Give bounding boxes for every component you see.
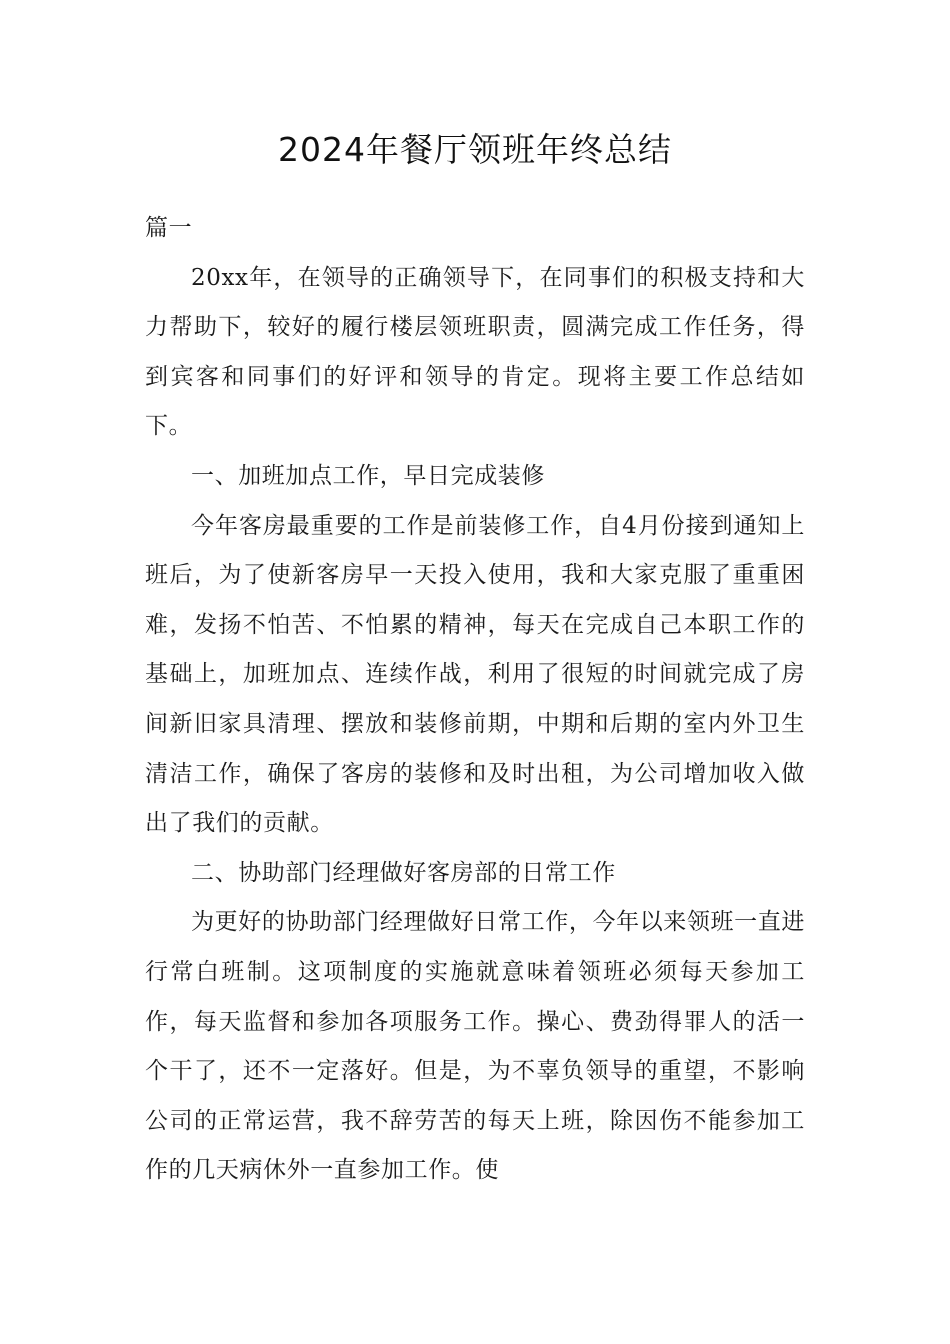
document-body (145, 204, 805, 1196)
paragraph-intro: 20xx年，在领导的正确领导下，在同事们的积极支持和大力帮助下，较好的履行楼层领班职责，圆满完成工作任务，得到宾客和同事们的好评和领导的肯定。现将主要工作总结如下。 (145, 264, 805, 440)
paragraph-section-2: 为更好的协助部门经理做好日常工作，今年以来领班一直进行常白班制。这项制度的实施就意味着领班必须每天参加工作，每天监督和参加各项服务工作。操心、费劲得罪人的活一个干了，还不一定落好。但是，为不辜负领导的重望，不影响公司的正常运营，我不辞劳苦的每天上班，除因伤不能参加工作的几天病休外一直参加工作。使 (145, 909, 805, 1184)
paragraph-section-1: 今年客房最重要的工作是前装修工作，自4月份接到通知上班后，为了使新客房早一天投入使用，我和大家克服了重重困难，发扬不怕苦、不怕累的精神，每天在完成自己本职工作的基础上，加班加点、连续作战，利用了很短的时间就完成了房间新旧家具清理、摆放和装修前期，中期和后期的室内外卫生清洁工作，确保了客房的装修和及时出租，为公司增加收入做出了我们的贡献。 (145, 512, 805, 837)
section-heading-1: 一、加班加点工作，早日完成装修 (191, 462, 545, 489)
document-title: 2024年餐厅领班年终总结 (278, 130, 672, 169)
section-heading-2: 二、协助部门经理做好客房部的日常工作 (191, 859, 616, 886)
part-label: 篇一 (145, 215, 193, 241)
